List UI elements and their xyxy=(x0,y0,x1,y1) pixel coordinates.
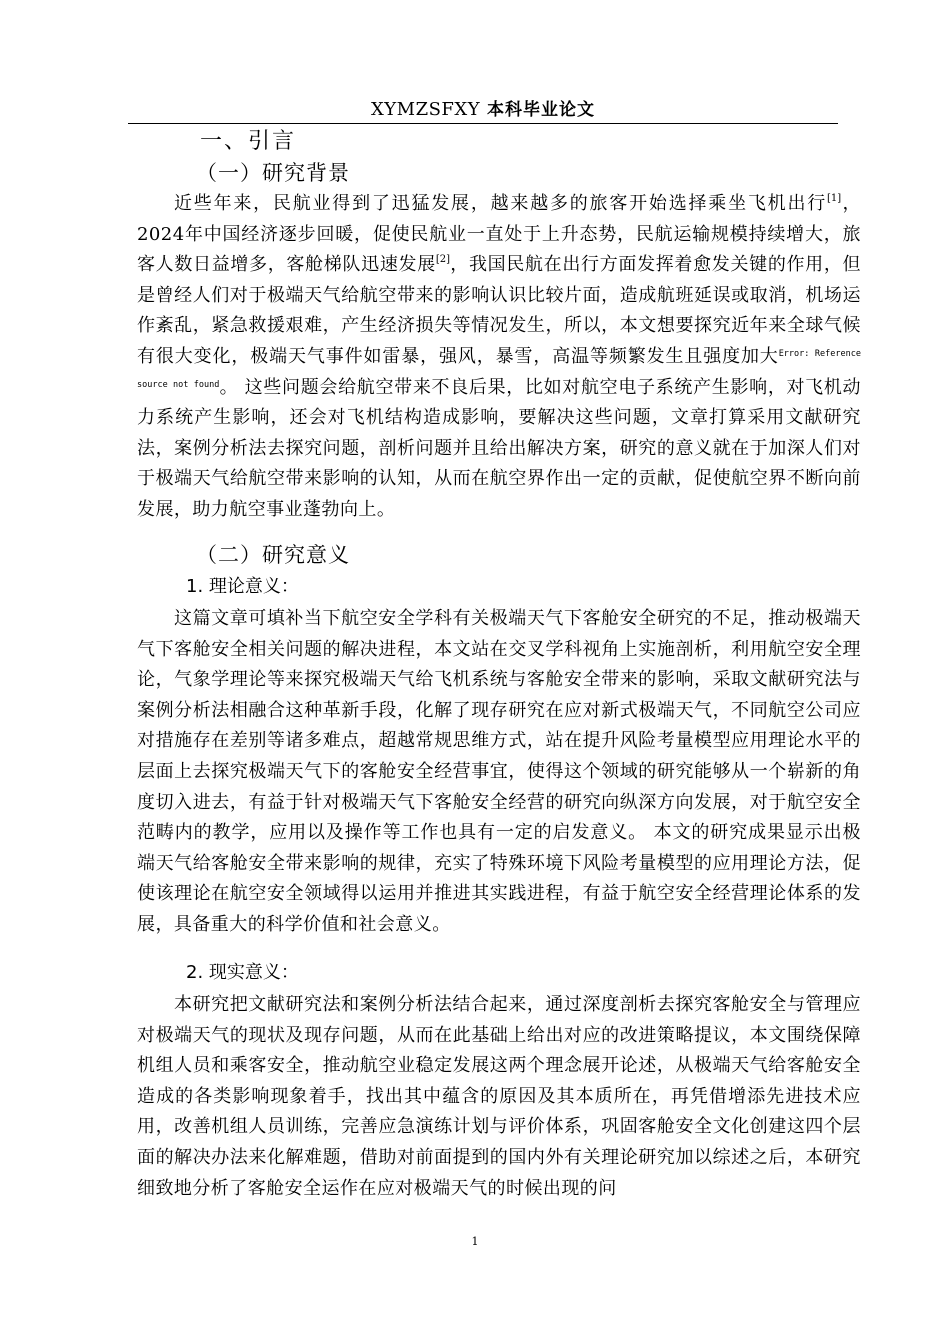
header-code: XYMZSFXY xyxy=(370,99,481,120)
paragraph-theory: 这篇文章可填补当下航空安全学科有关极端天气下客舱安全研究的不足，推动极端天气下客舱安全相关问题的解决进程，本文站在交叉学科视角上实施剖析，利用航空安全理论，气象学理论等来探究极端天气给飞机系统与客舱安全带来的影响，采取文献研究法与案例分析法相融合这种革新手段，化解了现存研究在应对新式极端天气，不同航空公司应对措施存在差别等诸多难点，超越常规思维方式，站在提升风险考量模型应用理论水平的层面上去探究极端天气下的客舱安全经营事宜，使得这个领域的研究能够从一个崭新的角度切入进去，有益于针对极端天气下客舱安全经营的研究向纵深方向发展，对于航空安全范畴内的教学，应用以及操作等工作也具有一定的启发意义。 本文的研究成果显示出极端天气给客舱安全带来影响的规律，充实了特殊环境下风险考量模型的应用理论方法，促使该理论在航空安全领域得以运用并推进其实践进程，有益于航空安全经营理论体系的发展，具备重大的科学价值和社会意义。 xyxy=(137,608,861,935)
section-heading-significance: （二）研究意义 xyxy=(196,543,350,567)
section-heading-background: （一）研究背景 xyxy=(196,161,350,185)
section-heading-intro: 一、引言 xyxy=(200,129,297,154)
paragraph-practical: 本研究把文献研究法和案例分析法结合起来，通过深度剖析去探究客舱安全与管理应对极端天气的现状及现存问题，从而在此基础上给出对应的改进策略提议，本文围绕保障机组人员和乘客安全，推动航空业稳定发展这两个理念展开论述，从极端天气给客舱安全造成的各类影响现象着手，找出其中蕴含的原因及其本质所在，再凭借增添先进技术应用，改善机组人员训练，完善应急演练计划与评价体系，巩固客舱安全文化创建这四个层面的解决办法来化解难题，借助对前面提到的国内外有关理论研究加以综述之后，本研究细致地分析了客舱安全运作在应对极端天气的时候出现的问 xyxy=(137,994,861,1199)
page-number: 1 xyxy=(471,1235,479,1248)
subsection-heading-theory: 1. 理论意义： xyxy=(186,576,299,597)
paragraph-background: 近些年来，民航业得到了迅猛发展，越来越多的旅客开始选择乘坐飞机出行[1]，2024年中国经济逐步回暖，促使民航业一直处于上升态势，民航运输规模持续增大，旅客人数日益增多，客舱梯队迅速发展[2]，我国民航在出行方面发挥着愈发关键的作用，但是曾经人们对于极端天气给航空带来的影响认识比较片面，造成航班延误或取消，机场运作紊乱，紧急救援艰难，产生经济损失等情况发生，所以，本文想要探究近年来全球气候有很大变化，极端天气事件如雷暴，强风，暴雪，高温等频繁发生且强度加大$^{Error: Reference source not found}$。 这些问题会给航空带来不良后果，比如对航空电子系统产生影响，对飞机动力系统产生影响，还会对飞机结构造成影响，要解决这些问题，文章打算采用文献研究法，案例分析法去探究问题，剖析问题并且给出解决方案，研究的意义就在于加深人们对于极端天气给航空带来影响的认知，从而在航空界作出一定的贡献，促使航空界不断向前发展，助力航空事业蓬勃向上。 xyxy=(137,193,862,520)
citation-ref-2[interactable]: [2] xyxy=(435,254,451,266)
citation-ref-1[interactable]: [1] xyxy=(827,193,842,204)
header-rule xyxy=(128,123,838,124)
header-title: 本科毕业论文 xyxy=(480,100,596,120)
subsection-heading-practical: 2. 现实意义： xyxy=(186,962,299,983)
running-header xyxy=(128,98,838,122)
reference-error-note: Error: Reference source not found xyxy=(137,348,861,390)
